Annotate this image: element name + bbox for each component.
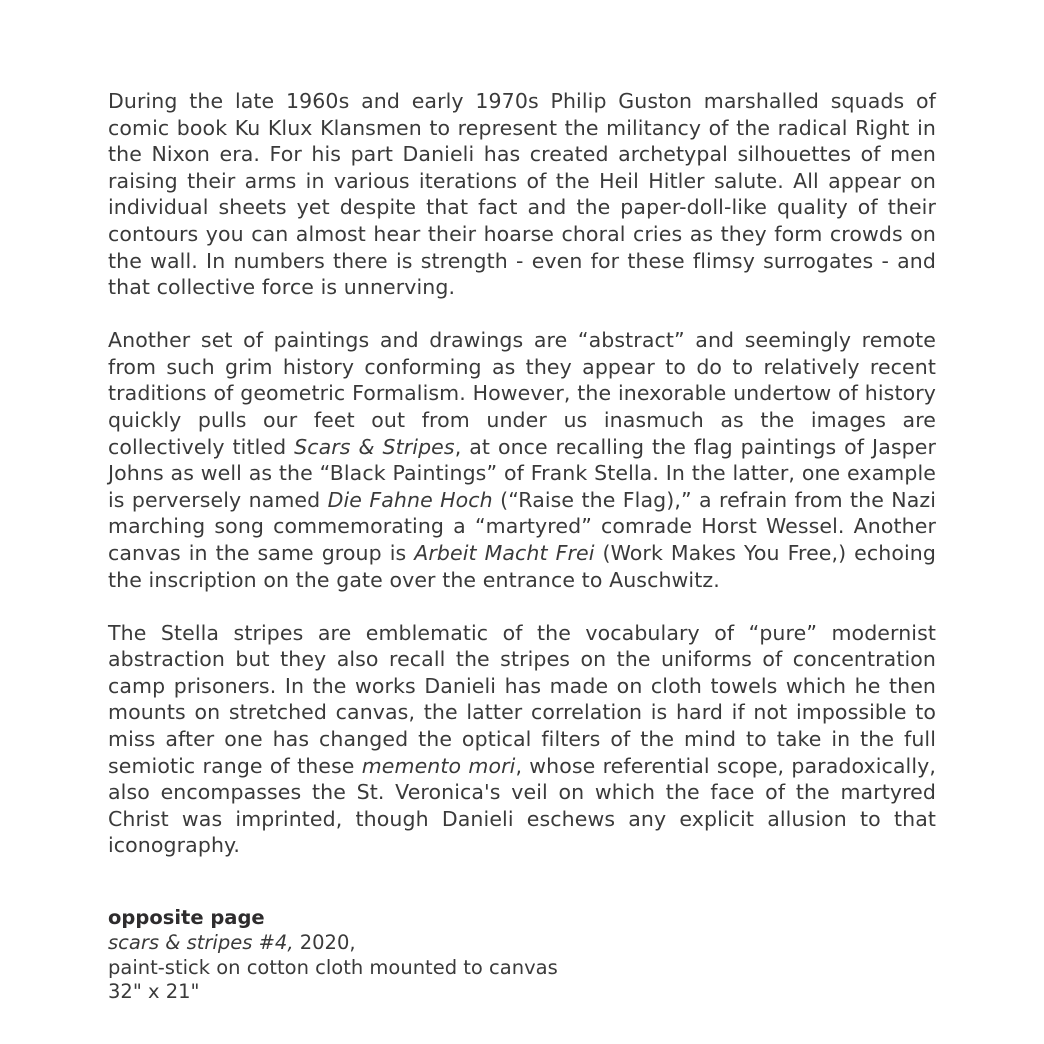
paragraph-text: During the late 1960s and early 1970s Philip Guston marshalled squads of comic book Ku Klux Klansmen to represent the militancy of the radical Right in the Nixon era. For his part Danieli has created archetypal silhouettes of men raising their arms in various iterations of the Heil Hitler salute. All appear on individual sheets yet despite that fact and the paper-doll-like quality of their contours you can almost hear their hoarse choral cries as they form crowds on the wall. In numbers there is strength - even for these flimsy surrogates - and that collective force is unnerving. [108, 89, 936, 300]
italic-title-scars-and-stripes: Scars & Stripes [294, 434, 455, 459]
paragraph-text: , at once recalling the flag paintings of Jasper Johns as well as the “Black Paintings” of Frank Stella. In the latter, one example is perversely named [108, 434, 936, 512]
paragraph-text: , whose referential scope, paradoxically, also encompasses the St. Veronica's veil on which the face of the martyred Christ was imprinted, though Danieli eschews any explicit allusion to that iconography. [108, 753, 936, 858]
paragraph-text: (“Raise the Flag),” a refrain from the Nazi marching song commemorating a “martyred” comrade Horst Wessel. Another canvas in the same group is [108, 487, 937, 565]
caption-medium: paint-stick on cotton cloth mounted to canvas [108, 955, 558, 979]
italic-memento-mori: memento mori [361, 753, 516, 778]
paragraph-scars-and-stripes [108, 327, 936, 593]
caption-title-line [108, 931, 936, 956]
caption-label: opposite page [108, 906, 265, 930]
paragraph-text: Another set of paintings and drawings are “abstract” and seemingly remote from such grim history conforming as they appear to do to relatively recent traditions of geometric Formalism. However, the inexorable undertow of history quickly pulls our feet out from under us inasmuch as the images are collectively titled [108, 328, 936, 459]
italic-title-die-fahne-hoch: Die Fahne Hoch [327, 487, 493, 512]
italic-title-arbeit-macht-frei: Arbeit Macht Frei [414, 541, 595, 565]
paragraph-text: (Work Makes You Free,) echoing the inscription on the gate over the entrance to Auschwitz. [108, 541, 937, 592]
page-text-block [108, 88, 936, 1005]
caption-dimensions: 32" x 21" [108, 980, 200, 1004]
artwork-caption [108, 906, 936, 1005]
article-body [108, 88, 936, 859]
paragraph-text: The Stella stripes are emblematic of the vocabulary of “pure” modernist abstraction but they also recall the stripes on the uniforms of concentration camp prisoners. In the works Danieli has made on cloth towels which he then mounts on stretched canvas, the latter correlation is hard if not impossible to miss after one has changed the optical filters of the mind to take in the full semiotic range of these [108, 620, 936, 778]
caption-year: 2020, [293, 930, 356, 954]
paragraph-stella-stripes [108, 620, 936, 859]
paragraph-guston-klansmen [108, 88, 936, 301]
caption-artwork-title: scars & stripes #4, [108, 930, 294, 954]
